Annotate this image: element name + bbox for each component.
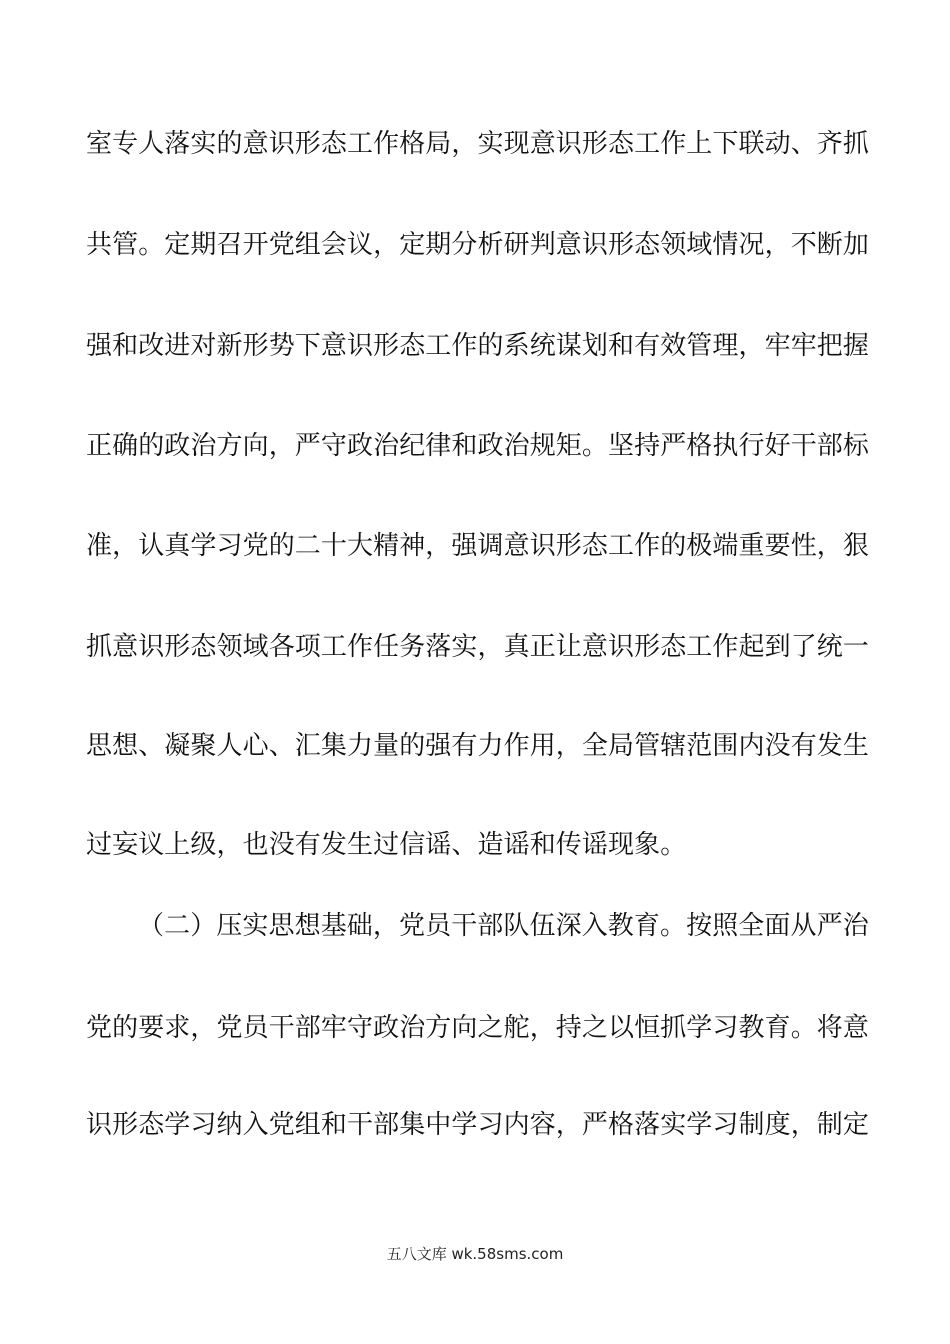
text-line-7: 思想、凝聚人心、汇集力量的强有力作用，全局管辖范围内没有发生 bbox=[86, 731, 870, 761]
text-line-3: 强和改进对新形势下意识形态工作的系统谋划和有效管理，牢牢把握 bbox=[86, 331, 870, 361]
text-line-10: 党的要求，党员干部牢守政治方向之舵，持之以恒抓学习教育。将意 bbox=[86, 1013, 870, 1043]
text-line-8: 过妄议上级，也没有发生过信谣、造谣和传谣现象。 bbox=[86, 830, 687, 860]
text-line-2: 共管。定期召开党组会议，定期分析研判意识形态领域情况，不断加 bbox=[86, 230, 870, 260]
text-line-11: 识形态学习纳入党组和干部集中学习内容，严格落实学习制度，制定 bbox=[86, 1110, 870, 1140]
text-line-1: 室专人落实的意识形态工作格局，实现意识形态工作上下联动、齐抓 bbox=[86, 129, 870, 159]
footer-watermark: 五八文库 wk.58sms.com bbox=[386, 1245, 564, 1263]
text-line-9: （二）压实思想基础，党员干部队伍深入教育。按照全面从严治 bbox=[138, 911, 869, 941]
text-line-5: 准，认真学习党的二十大精神，强调意识形态工作的极端重要性，狠 bbox=[86, 531, 870, 561]
text-line-6: 抓意识形态领域各项工作任务落实，真正让意识形态工作起到了统一 bbox=[86, 632, 870, 662]
text-line-4: 正确的政治方向，严守政治纪律和政治规矩。坚持严格执行好干部标 bbox=[86, 431, 870, 461]
